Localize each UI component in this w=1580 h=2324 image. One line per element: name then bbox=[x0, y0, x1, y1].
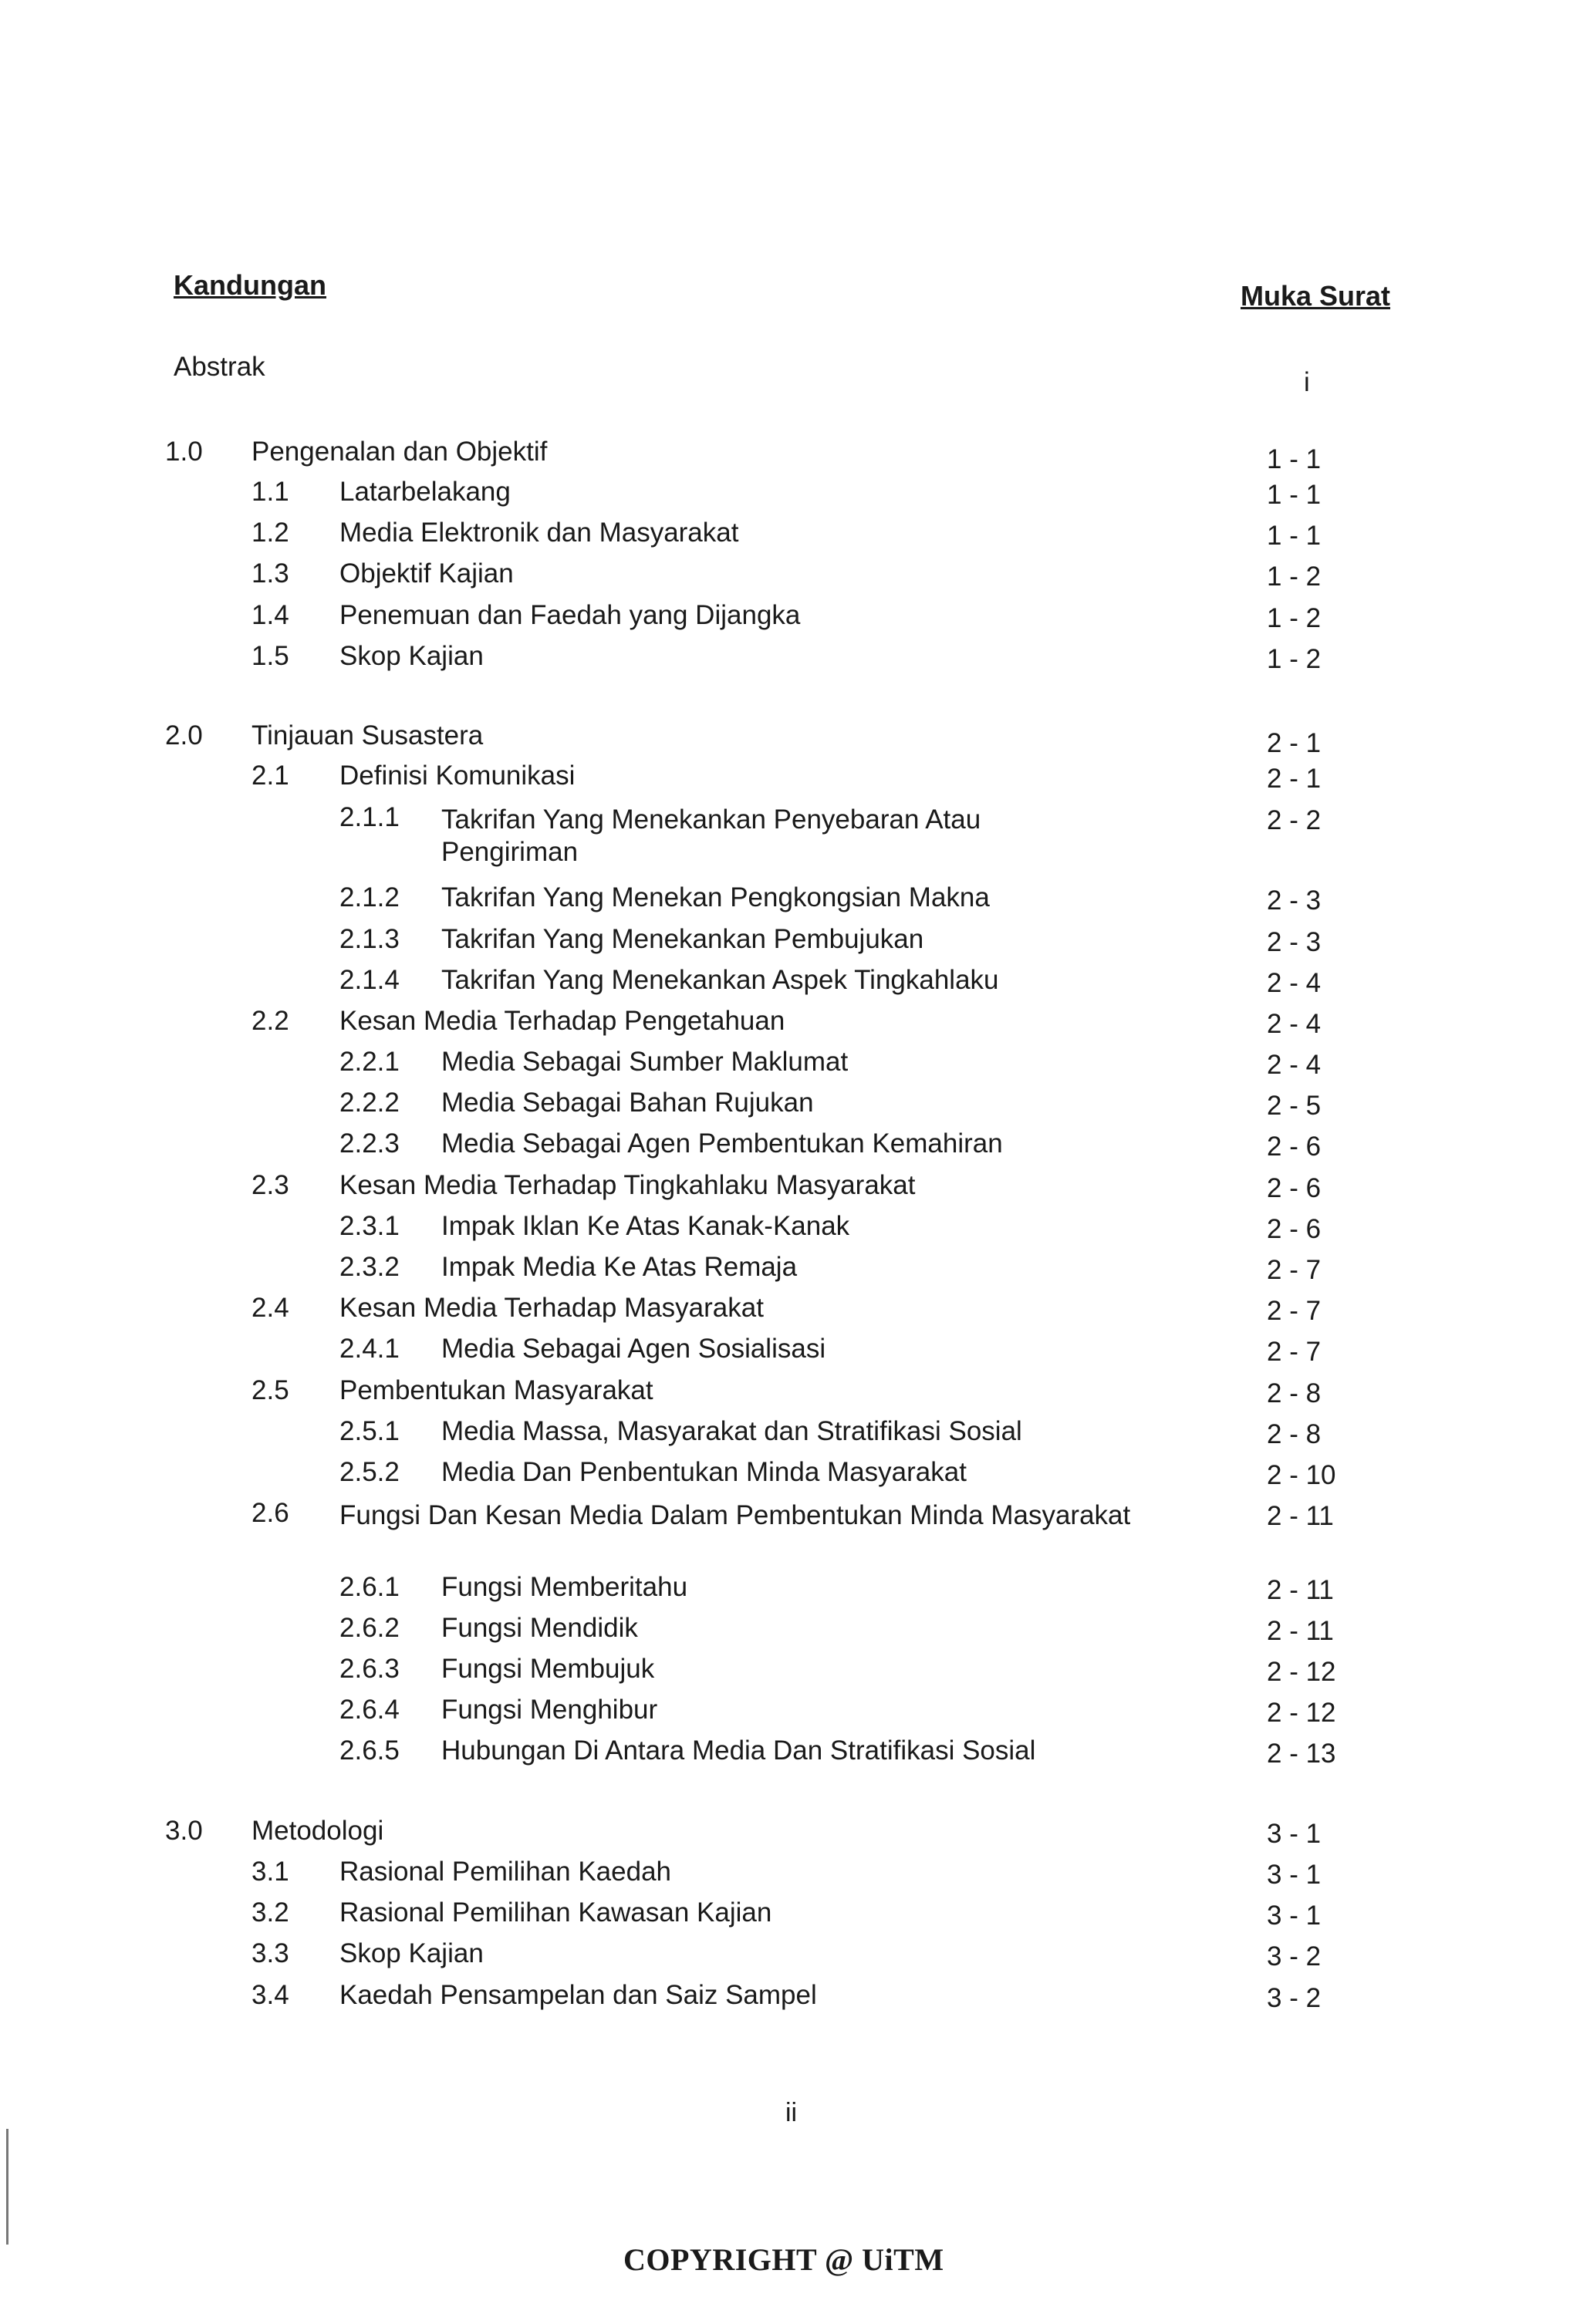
toc-entry-page: 2 - 4 bbox=[1267, 968, 1322, 998]
toc-entry-page: 2 - 6 bbox=[1267, 1173, 1322, 1203]
toc-entry-number: 1.3 bbox=[252, 558, 289, 589]
toc-entry-title: Kesan Media Terhadap Pengetahuan bbox=[339, 1006, 785, 1036]
toc-entry-page: 3 - 1 bbox=[1267, 1901, 1322, 1931]
toc-entry-page: 2 - 7 bbox=[1267, 1296, 1322, 1326]
toc-entry-title: Media Sebagai Sumber Maklumat bbox=[441, 1047, 849, 1077]
toc-entry-page: 2 - 5 bbox=[1267, 1091, 1322, 1121]
toc-entry-title: Objektif Kajian bbox=[339, 558, 514, 589]
toc-entry-title: Kaedah Pensampelan dan Saiz Sampel bbox=[339, 1980, 817, 2010]
toc-entry-number: 2.0 bbox=[165, 720, 203, 750]
toc-entry-number: 2.2.3 bbox=[339, 1128, 400, 1159]
toc-entry-title: Kesan Media Terhadap Masyarakat bbox=[339, 1293, 764, 1323]
toc-entry-title: Fungsi Membujuk bbox=[441, 1654, 655, 1684]
toc-entry-title: Media Sebagai Agen Pembentukan Kemahiran bbox=[441, 1128, 1003, 1159]
toc-entry-number: 2.1.2 bbox=[339, 882, 400, 912]
toc-entry-title: Tinjauan Susastera bbox=[252, 720, 484, 750]
toc-entry-page: 3 - 1 bbox=[1267, 1860, 1322, 1890]
toc-entry-page: 2 - 1 bbox=[1267, 728, 1322, 758]
toc-entry-page: 2 - 4 bbox=[1267, 1009, 1322, 1039]
abstract-page: i bbox=[1304, 367, 1310, 397]
toc-entry-title: Metodologi bbox=[252, 1816, 384, 1846]
toc-entry-number: 2.3 bbox=[252, 1170, 289, 1200]
toc-entry-title: Impak Iklan Ke Atas Kanak-Kanak bbox=[441, 1211, 850, 1241]
toc-entry-number: 3.4 bbox=[252, 1980, 289, 2010]
toc-entry-number: 2.5.1 bbox=[339, 1416, 400, 1446]
toc-entry-number: 3.1 bbox=[252, 1857, 289, 1887]
toc-entry-page: 2 - 11 bbox=[1267, 1616, 1334, 1646]
toc-entry-title: Takrifan Yang Menekan Pengkongsian Makna bbox=[441, 882, 990, 912]
contents-heading: Kandungan bbox=[174, 269, 326, 301]
toc-entry-title: Takrifan Yang Menekankan Aspek Tingkahlaku bbox=[441, 965, 999, 995]
toc-entry-page: 1 - 2 bbox=[1267, 644, 1322, 674]
toc-entry-number: 2.6.1 bbox=[339, 1572, 400, 1602]
toc-entry-title: Penemuan dan Faedah yang Dijangka bbox=[339, 600, 801, 630]
toc-entry-title: Pengenalan dan Objektif bbox=[252, 437, 548, 467]
toc-entry-page: 2 - 3 bbox=[1267, 885, 1322, 916]
toc-entry-number: 2.2.1 bbox=[339, 1047, 400, 1077]
toc-entry-title: Media Massa, Masyarakat dan Stratifikasi Sosial bbox=[441, 1416, 1022, 1446]
toc-entry-page: 2 - 6 bbox=[1267, 1214, 1322, 1244]
toc-entry-title: Kesan Media Terhadap Tingkahlaku Masyarakat bbox=[339, 1170, 916, 1200]
page-heading: Muka Surat bbox=[1241, 280, 1391, 312]
toc-entry-page: 2 - 7 bbox=[1267, 1337, 1322, 1367]
toc-entry-number: 2.1 bbox=[252, 761, 289, 791]
toc-entry-title: Rasional Pemilihan Kaedah bbox=[339, 1857, 671, 1887]
toc-entry-page: 2 - 12 bbox=[1267, 1657, 1336, 1687]
toc-entry-page: 2 - 1 bbox=[1267, 764, 1322, 794]
toc-entry-number: 1.1 bbox=[252, 477, 289, 507]
toc-entry-title: Definisi Komunikasi bbox=[339, 761, 576, 791]
footer-page-number: ii bbox=[785, 2098, 798, 2127]
toc-entry-page: 1 - 1 bbox=[1267, 480, 1322, 510]
toc-entry-number: 2.5 bbox=[252, 1375, 289, 1405]
toc-entry-page: 3 - 1 bbox=[1267, 1819, 1322, 1849]
toc-entry-page: 2 - 10 bbox=[1267, 1460, 1336, 1490]
toc-entry-number: 1.2 bbox=[252, 518, 289, 548]
toc-entry-title: Fungsi Memberitahu bbox=[441, 1572, 688, 1602]
toc-entry-title: Hubungan Di Antara Media Dan Stratifikasi Sosial bbox=[441, 1735, 1036, 1766]
toc-entry-number: 1.5 bbox=[252, 641, 289, 671]
scan-edge-mark bbox=[6, 2129, 8, 2245]
toc-entry-title: Skop Kajian bbox=[339, 641, 484, 671]
toc-entry-page: 3 - 2 bbox=[1267, 1941, 1322, 1972]
toc-entry-title: Fungsi Dan Kesan Media Dalam Pembentukan Minda Masyarakat bbox=[339, 1500, 1131, 1530]
toc-entry-page: 2 - 11 bbox=[1267, 1575, 1334, 1605]
toc-entry-title: Takrifan Yang Menekankan Pembujukan bbox=[441, 924, 924, 954]
toc-entry-page: 2 - 11 bbox=[1267, 1501, 1334, 1531]
toc-entry-number: 3.3 bbox=[252, 1938, 289, 1968]
toc-entry-number: 2.4 bbox=[252, 1293, 289, 1323]
toc-entry-page: 2 - 2 bbox=[1267, 805, 1322, 835]
toc-entry-page: 1 - 2 bbox=[1267, 562, 1322, 592]
toc-entry-page: 2 - 6 bbox=[1267, 1132, 1322, 1162]
toc-entry-page: 2 - 7 bbox=[1267, 1255, 1322, 1285]
toc-entry-title: Media Elektronik dan Masyarakat bbox=[339, 518, 739, 548]
toc-entry-page: 2 - 8 bbox=[1267, 1419, 1322, 1449]
toc-entry-number: 1.0 bbox=[165, 437, 203, 467]
toc-entry-title: Rasional Pemilihan Kawasan Kajian bbox=[339, 1897, 772, 1928]
toc-entry-number: 1.4 bbox=[252, 600, 289, 630]
toc-entry-page: 1 - 1 bbox=[1267, 444, 1322, 474]
toc-entry-number: 2.3.1 bbox=[339, 1211, 400, 1241]
toc-entry-number: 2.6.4 bbox=[339, 1695, 400, 1725]
abstract-title: Abstrak bbox=[174, 352, 265, 382]
toc-entry-title: Latarbelakang bbox=[339, 477, 511, 507]
toc-entry-page: 2 - 13 bbox=[1267, 1739, 1336, 1769]
toc-entry-page: 2 - 8 bbox=[1267, 1378, 1322, 1408]
toc-entry-number: 2.2 bbox=[252, 1006, 289, 1036]
toc-entry-page: 1 - 2 bbox=[1267, 603, 1322, 633]
copyright-notice: COPYRIGHT @ UiTM bbox=[623, 2242, 944, 2277]
toc-entry-number: 2.6.5 bbox=[339, 1735, 400, 1766]
toc-entry-number: 2.6.2 bbox=[339, 1613, 400, 1643]
toc-entry-number: 3.0 bbox=[165, 1816, 203, 1846]
toc-entry-title: Fungsi Mendidik bbox=[441, 1613, 638, 1643]
toc-entry-page: 3 - 2 bbox=[1267, 1983, 1322, 2013]
toc-entry-page: 1 - 1 bbox=[1267, 521, 1322, 551]
toc-entry-title: Media Dan Penbentukan Minda Masyarakat bbox=[441, 1457, 967, 1487]
toc-entry-title: Skop Kajian bbox=[339, 1938, 484, 1968]
toc-entry-number: 3.2 bbox=[252, 1897, 289, 1928]
toc-entry-number: 2.5.2 bbox=[339, 1457, 400, 1487]
toc-entry-title: Takrifan Yang Menekankan Penyebaran Atau Pengiriman bbox=[441, 804, 981, 867]
toc-entry-number: 2.1.4 bbox=[339, 965, 400, 995]
toc-entry-page: 2 - 12 bbox=[1267, 1698, 1336, 1728]
toc-entry-number: 2.1.3 bbox=[339, 924, 400, 954]
toc-entry-title: Impak Media Ke Atas Remaja bbox=[441, 1252, 798, 1282]
toc-entry-number: 2.6 bbox=[252, 1498, 289, 1528]
toc-entry-number: 2.1.1 bbox=[339, 802, 400, 832]
toc-entry-title: Pembentukan Masyarakat bbox=[339, 1375, 653, 1405]
toc-entry-number: 2.2.2 bbox=[339, 1088, 400, 1118]
toc-entry-page: 2 - 4 bbox=[1267, 1050, 1322, 1080]
toc-entry-title: Fungsi Menghibur bbox=[441, 1695, 658, 1725]
toc-entry-page: 2 - 3 bbox=[1267, 927, 1322, 957]
toc-entry-title: Media Sebagai Agen Sosialisasi bbox=[441, 1334, 826, 1364]
toc-entry-title: Media Sebagai Bahan Rujukan bbox=[441, 1088, 814, 1118]
toc-entry-number: 2.3.2 bbox=[339, 1252, 400, 1282]
toc-entry-number: 2.4.1 bbox=[339, 1334, 400, 1364]
toc-entry-number: 2.6.3 bbox=[339, 1654, 400, 1684]
